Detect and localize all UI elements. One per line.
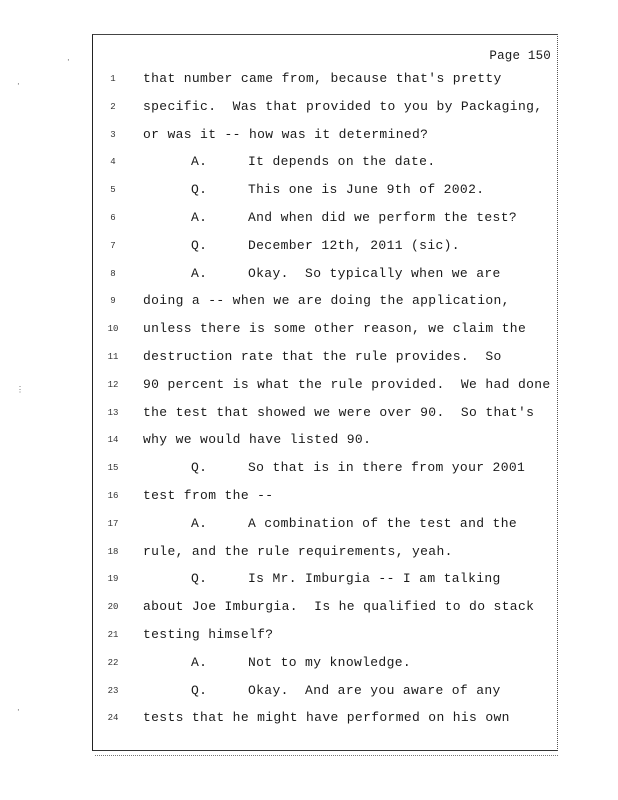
line-content: destruction rate that the rule provides. So	[143, 349, 502, 364]
line-number: 6	[110, 213, 116, 223]
line-number: 13	[107, 407, 119, 418]
line-number: 21	[107, 630, 119, 640]
line-number: 14	[107, 435, 119, 446]
line-text	[143, 69, 502, 89]
line-content: Is Mr. Imburgia -- I am talking	[248, 571, 501, 587]
line-content: or was it -- how was it determined?	[143, 126, 429, 142]
line-text	[143, 403, 534, 423]
line-text	[143, 347, 502, 367]
line-number: 7	[110, 240, 116, 251]
transcript-line	[93, 681, 557, 701]
line-text	[143, 125, 428, 145]
transcript-line	[93, 514, 557, 534]
line-number: 17	[107, 518, 119, 529]
transcript-line	[93, 430, 557, 450]
transcript-line	[93, 264, 557, 284]
margin-mark: ⋮	[16, 386, 24, 395]
line-content: A combination of the test and the	[248, 515, 517, 531]
transcript-line	[93, 403, 557, 423]
line-text	[191, 152, 435, 172]
line-text	[191, 236, 460, 256]
transcript-line	[93, 69, 557, 89]
line-content: that number came from, because that's pretty	[143, 71, 502, 86]
transcript-page	[92, 34, 558, 751]
transcript-line	[93, 569, 557, 589]
line-text	[191, 569, 501, 589]
line-number: 2	[110, 101, 116, 112]
line-content: unless there is some other reason, we claim the	[143, 321, 527, 337]
transcript-line	[93, 319, 557, 339]
line-number: 22	[107, 657, 119, 668]
line-text	[191, 681, 501, 701]
line-content: It depends on the date.	[248, 154, 436, 170]
line-number: 9	[110, 296, 116, 307]
page-bottom-edge	[95, 752, 558, 756]
speaker-label: A.	[191, 154, 208, 170]
line-text	[191, 458, 525, 478]
speaker-label: A.	[191, 654, 208, 670]
line-number: 12	[107, 379, 119, 390]
transcript-line	[93, 625, 557, 645]
line-content: And when did we perform the test?	[248, 210, 517, 225]
transcript-line	[93, 291, 557, 311]
line-text	[191, 264, 501, 284]
line-content: 90 percent is what the rule provided. We had done	[143, 376, 551, 392]
line-content: test from the --	[143, 488, 274, 503]
transcript-line	[93, 236, 557, 256]
transcript-line	[93, 152, 557, 172]
line-number: 11	[107, 352, 119, 362]
line-content: December 12th, 2011 (sic).	[248, 237, 460, 253]
speaker-label: Q.	[191, 571, 208, 587]
line-number: 4	[110, 157, 116, 168]
margin-mark: ·	[16, 80, 21, 89]
speaker-label: Q.	[191, 237, 208, 253]
line-text	[143, 708, 510, 728]
line-text	[191, 653, 411, 673]
transcript-line	[93, 375, 557, 395]
transcript-line	[93, 180, 557, 200]
line-text	[191, 180, 484, 200]
speaker-label: Q.	[191, 682, 208, 698]
line-number: 15	[107, 463, 119, 474]
transcript-line	[93, 542, 557, 562]
transcript-line	[93, 708, 557, 728]
transcript-line	[93, 97, 557, 117]
line-content: why we would have listed 90.	[143, 432, 372, 448]
speaker-label: Q.	[191, 460, 208, 476]
line-text	[143, 291, 510, 311]
line-text	[143, 625, 273, 645]
transcript-line	[93, 486, 557, 506]
transcript-line	[93, 125, 557, 145]
speaker-label: Q.	[191, 182, 208, 198]
line-number: 18	[107, 546, 119, 557]
line-number: 24	[107, 713, 119, 724]
line-number: 1	[110, 74, 116, 84]
line-content: This one is June 9th of 2002.	[248, 182, 485, 198]
line-number: 3	[110, 129, 116, 140]
page-number: Page 150	[489, 49, 551, 63]
line-text	[143, 542, 453, 562]
transcript-line	[93, 347, 557, 367]
line-number: 5	[110, 185, 116, 196]
line-content: rule, and the rule requirements, yeah.	[143, 543, 453, 559]
line-content: about Joe Imburgia. Is he qualified to do stack	[143, 599, 535, 615]
line-content: the test that showed we were over 90. So that's	[143, 404, 535, 420]
line-content: Not to my knowledge.	[248, 654, 412, 670]
line-number: 19	[107, 574, 119, 585]
line-text	[191, 514, 517, 534]
speaker-label: A.	[191, 265, 208, 281]
line-content: So that is in there from your 2001	[248, 460, 526, 476]
line-number: 23	[107, 685, 119, 696]
line-content: Okay. And are you aware of any	[248, 682, 501, 698]
line-content: specific. Was that provided to you by Packaging,	[143, 98, 543, 114]
line-content: doing a -- when we are doing the application,	[143, 293, 510, 309]
line-text	[143, 375, 551, 395]
line-content: tests that he might have performed on his own	[143, 710, 510, 726]
speaker-label: A.	[191, 515, 208, 531]
line-number: 8	[110, 268, 116, 279]
margin-mark: ·	[66, 56, 71, 65]
line-number: 10	[107, 324, 119, 335]
speaker-label: A.	[191, 210, 208, 225]
line-text	[191, 208, 517, 228]
line-text	[143, 430, 371, 450]
line-number: 20	[107, 602, 119, 613]
line-text	[143, 319, 526, 339]
line-text	[143, 486, 273, 506]
line-text	[143, 597, 534, 617]
transcript-line	[93, 597, 557, 617]
line-text	[143, 97, 542, 117]
transcript-line	[93, 653, 557, 673]
transcript-line	[93, 208, 557, 228]
transcript-line	[93, 458, 557, 478]
line-content: Okay. So typically when we are	[248, 265, 501, 281]
line-content: testing himself?	[143, 627, 274, 642]
line-number: 16	[107, 491, 119, 501]
margin-mark: ·	[16, 706, 21, 715]
